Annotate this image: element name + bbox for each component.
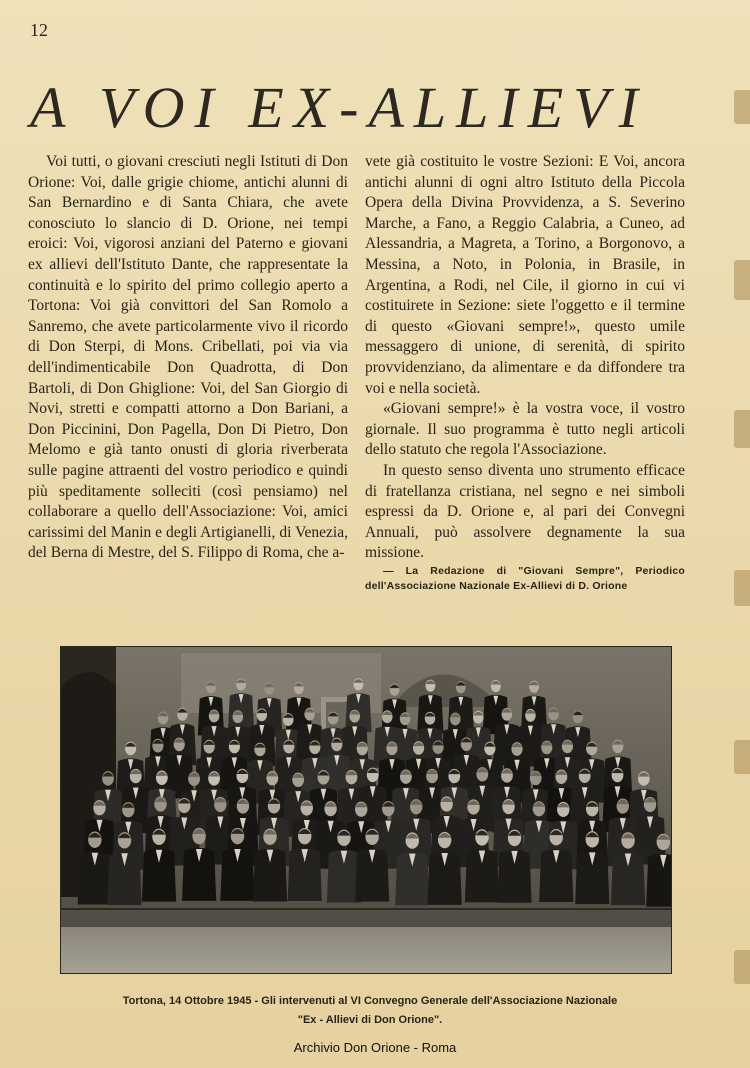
group-photograph: [60, 646, 672, 974]
article-column-left: [28, 152, 348, 564]
page-edge-tab: [734, 950, 750, 984]
photo-caption-line: Tortona, 14 Ottobre 1945 - Gli intervenuti al VI Convegno Generale dell'Associazione Nazionale: [122, 995, 618, 1007]
page-edge-tab: [734, 410, 750, 448]
photo-caption-line: "Ex - Allievi di Don Orione".: [297, 1014, 443, 1026]
page-number: 12: [30, 20, 48, 40]
paragraph: vete già costituito le vostre Sezioni: E Voi, ancora antichi alunni di ogni altro Istituto della Piccola Opera della Divina Provvidenza, a S. Severino Marche, a Fano, a Reggio Calabria, a Cuneo, ad Alessandria, a Magreta, a Torino, a Borgonovo, a Messina, a Noto, in Polonia, in Brasile, in Argentina, a Rodi, nel Cile, il giorno in cui vi costituirete in Sezione: siete l'oggetto e il termine di questo «Giovani sempre!», questo umile messaggero di unione, di serenità, di spirito provvidenziano, da alimentare e da diffondere tra voi e nella società.: [365, 153, 685, 397]
paragraph: In questo senso diventa uno strumento efficace di fratellanza cristiana, nel segno e nei simboli espressi da D. Orione e, al pari dei Convegni Annuali, può assolvere degnamente la sua missione.: [365, 461, 685, 562]
page-edge-tab: [734, 740, 750, 774]
paragraph: «Giovani sempre!» è la vostra voce, il vostro giornale. Il suo programma è tutto negli articoli dello statuto che regola l'Associazione.: [365, 400, 685, 459]
group-photograph-drawing: [61, 647, 671, 973]
paragraph: Voi tutti, o giovani cresciuti negli Istituti di Don Orione: Voi, dalle grigie chiome, antichi alunni di San Bernardino e di Santa Chiara, che avete conosciuto lo slancio di D. Orione, nei tempi eroici: Voi, vigorosi anziani del Paterno e giovani ex allievi dell'Istituto Dante, che rappresentate la continuità e lo spirito del primo collegio aperto a Tortona: Voi già convittori del San Romolo a Sanremo, che avete particolarmente vivo il ricordo di Don Sterpi, di Mons. Cribellati, poi via via dell'indimenticabile Don Quadrotta, di Don Bartoli, di Don Ghiglione: Voi, del San Giorgio di Novi, stretti e compatti attorno a Don Bariani, a Don Piccinini, Don Pagella, Don Di Pietro, Don Melomo e già tanto onusti di gloria riverberata sulle pagine attraenti del vostro periodico e quindi più speditamente solleciti (così pensiamo) nel collaborare a quello dell'Associazione: Voi, amici carissimi del Manin e degli Artigianelli, di Venezia, del Berna di Mestre, del S. Filippo di Roma, che a-: [28, 153, 348, 562]
page-edge-tab: [734, 570, 750, 606]
article-column-right: [365, 152, 685, 594]
editorial-credit: — La Redazione di "Giovani Sempre", Periodico dell'Associazione Nazionale Ex-Allievi di D. Orione: [365, 564, 685, 592]
page-edge-tab: [734, 260, 750, 300]
person-body: [646, 854, 671, 907]
article-title: A VOI EX-ALLIEVI: [30, 75, 648, 140]
photo-caption: [40, 992, 700, 1030]
page-edge-tab: [734, 90, 750, 124]
archive-watermark: Archivio Don Orione - Roma: [293, 1040, 457, 1055]
